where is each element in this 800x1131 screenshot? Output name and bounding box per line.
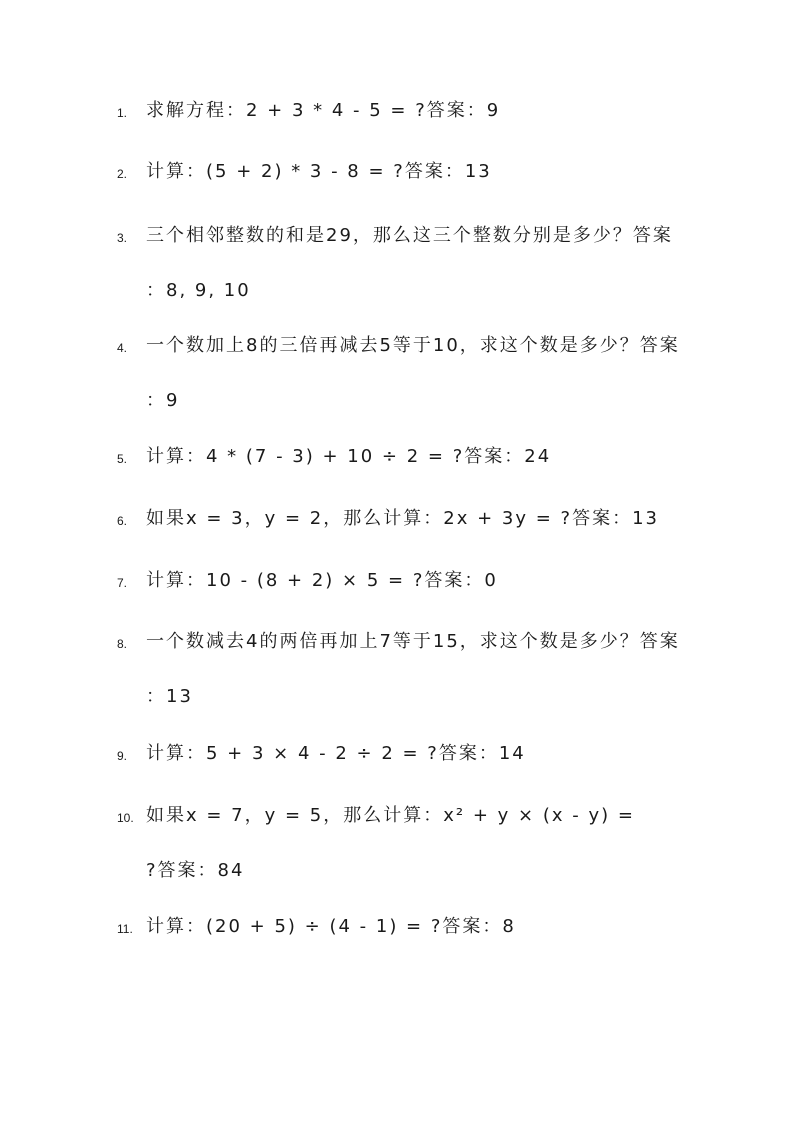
problem-text: 一个数减去4的两倍再加上7等于15，求这个数是多少？答案 [146,631,680,652]
problem-number: 9. [117,749,128,763]
problem-number: 7. [117,576,128,590]
problem-text: 计算：4 * (7 - 3) + 10 ÷ 2 = ?答案：24 [146,446,552,467]
problem-text: 计算：(5 + 2) * 3 - 8 = ?答案：13 [146,161,492,182]
problem-text: 计算：10 - (8 + 2) × 5 = ?答案：0 [146,570,498,591]
problem-number: 1. [117,106,128,120]
problem-number: 11. [117,922,133,936]
problem-text: 三个相邻整数的和是29，那么这三个整数分别是多少？答案 [146,225,673,246]
problem-number: 3. [117,231,128,245]
problem-text: 一个数加上8的三倍再减去5等于10，求这个数是多少？答案 [146,335,680,356]
problem-number: 5. [117,452,128,466]
problem-text-continuation: ：8, 9, 10 [146,280,251,301]
problem-text-continuation: ：13 [146,686,193,707]
problem-text: 如果x = 3，y = 2，那么计算：2x + 3y = ?答案：13 [146,508,659,529]
problem-number: 2. [117,167,128,181]
problem-text: 计算：5 + 3 × 4 - 2 ÷ 2 = ?答案：14 [146,743,526,764]
problem-text: 计算：(20 + 5) ÷ (4 - 1) = ?答案：8 [146,916,516,937]
problem-text-continuation: ?答案：84 [146,860,245,881]
problem-text: 求解方程：2 + 3 * 4 - 5 = ?答案：9 [146,100,501,121]
problem-number: 8. [117,637,128,651]
problem-number: 6. [117,514,128,528]
problem-text-continuation: ：9 [146,390,180,411]
problem-number: 4. [117,341,128,355]
problem-number: 10. [117,811,134,825]
problem-text: 如果x = 7，y = 5，那么计算：x² + y × (x - y) = [146,805,635,826]
